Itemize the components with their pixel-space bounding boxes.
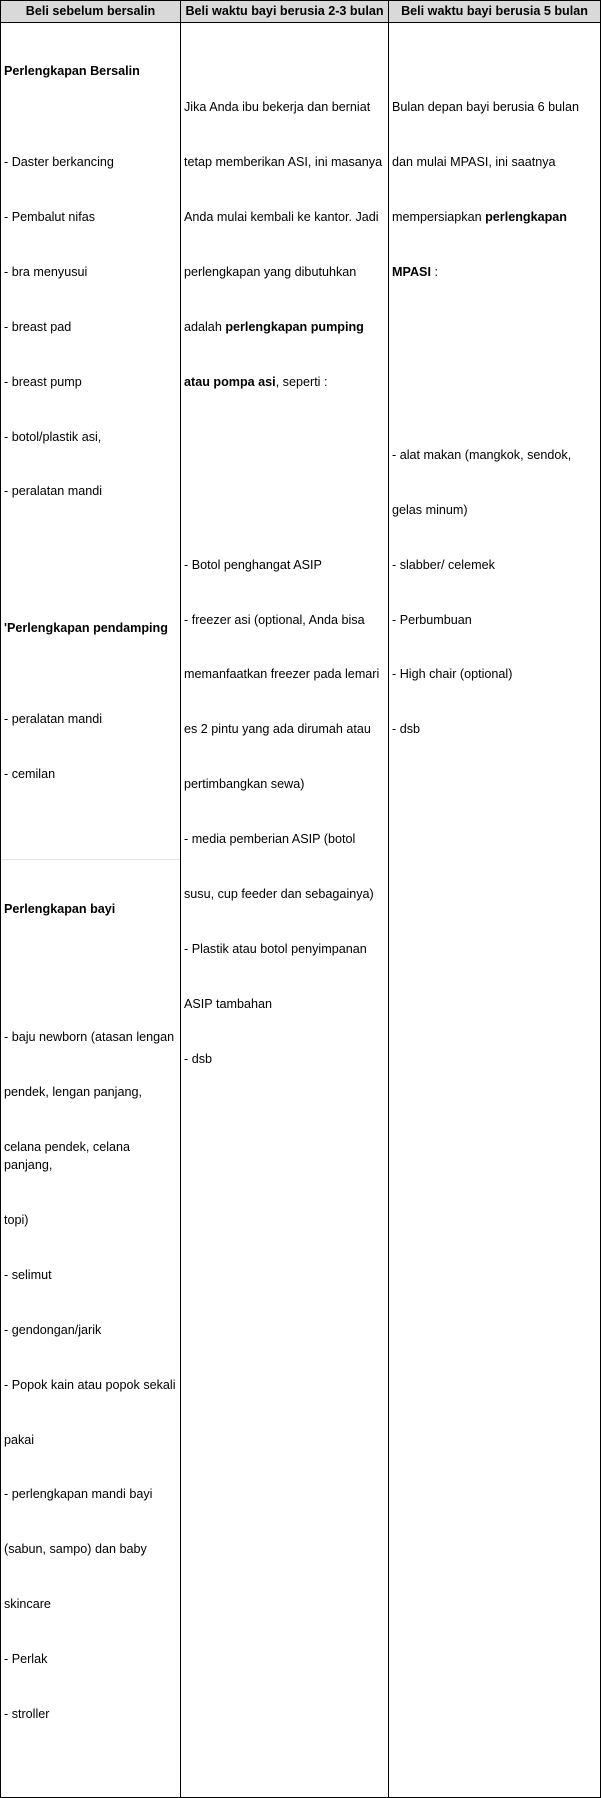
pumping-supplies-list	[184, 519, 385, 1105]
list-line: (sabun, sampo) dan baby	[4, 1542, 147, 1557]
list-item: - peralatan mandi	[4, 484, 103, 499]
intro-line: tetap memberikan ASI, ini masanya	[184, 155, 383, 170]
list-item: - peralatan mandi	[4, 711, 103, 726]
cell-5-months[interactable]	[389, 23, 601, 1798]
list-line: - alat makan (mangkok, sendok,	[392, 447, 572, 462]
list-line: - perlengkapan mandi bayi	[4, 1487, 153, 1502]
list-line: topi)	[4, 1213, 29, 1227]
list-line: - dsb	[392, 722, 420, 737]
list-line: celana pendek, celana panjang,	[4, 1139, 134, 1173]
list-item: - cemilan	[4, 766, 56, 781]
section-title-baby-supplies: Perlengkapan bayi	[4, 901, 116, 916]
list-item: - breast pump	[4, 374, 82, 389]
intro-line	[392, 208, 597, 226]
mpasi-supplies-list	[392, 409, 597, 775]
list-line: ASIP tambahan	[184, 996, 272, 1011]
list-line: pertimbangkan sewa)	[184, 777, 305, 792]
list-line: - Popok kain atau popok sekali	[4, 1377, 176, 1392]
list-line: pakai	[4, 1432, 35, 1447]
section-title-birth-supplies: Perlengkapan Bersalin	[4, 63, 140, 78]
list-line: - baju newborn (atasan lengan	[4, 1030, 175, 1045]
list-item: - Pembalut nifas	[4, 209, 95, 224]
intro-text: mempersiapkan	[392, 209, 486, 224]
list-item: - breast pad	[4, 319, 72, 334]
section-divider	[1, 859, 180, 954]
intro-line: Jika Anda ibu bekerja dan berniat	[184, 100, 371, 115]
list-line: - Botol penghangat ASIP	[184, 557, 322, 572]
intro-line	[184, 318, 385, 336]
list-item: - botol/plastik asi,	[4, 429, 102, 444]
list-line: - gendongan/jarik	[4, 1322, 102, 1337]
header-before-birth[interactable]: Beli sebelum bersalin	[1, 1, 181, 23]
intro-line: Bulan depan bayi berusia 6 bulan	[392, 100, 579, 115]
section-title-companion-supplies: 'Perlengkapan pendamping	[4, 620, 168, 635]
list-line: - Perlak	[4, 1652, 48, 1667]
highlight-pumping: perlengkapan pumping	[225, 319, 364, 334]
intro-text: :	[430, 264, 438, 279]
list-line: - Perbumbuan	[392, 612, 472, 627]
highlight-mpasi: MPASI	[392, 264, 431, 279]
intro-line	[184, 373, 385, 391]
list-line: - media pemberian ASIP (botol	[184, 832, 356, 847]
header-2-3-months[interactable]: Beli waktu bayi berusia 2-3 bulan	[181, 1, 389, 23]
companion-supplies-list	[4, 673, 177, 819]
list-line: susu, cup feeder dan sebagainya)	[184, 886, 374, 901]
list-line: - selimut	[4, 1267, 52, 1282]
cell-before-birth[interactable]	[1, 23, 181, 1798]
list-line: memanfaatkan freezer pada lemari	[184, 667, 380, 682]
intro-text: , seperti :	[275, 374, 328, 389]
content-row	[1, 23, 601, 1798]
list-line: - High chair (optional)	[392, 667, 513, 682]
intro-line: dan mulai MPASI, ini saatnya	[392, 155, 556, 170]
list-line: - dsb	[184, 1051, 212, 1066]
list-line: gelas minum)	[392, 502, 468, 517]
header-row	[1, 1, 601, 23]
list-line: - freezer asi (optional, Anda bisa	[184, 612, 365, 627]
list-line: - Plastik atau botol penyimpanan	[184, 941, 367, 956]
intro-line: perlengkapan yang dibutuhkan	[184, 264, 357, 279]
highlight-perlengkapan: perlengkapan	[485, 209, 567, 224]
intro-line: Anda mulai kembali ke kantor. Jadi	[184, 209, 379, 224]
birth-supplies-list	[4, 116, 177, 537]
list-line: - slabber/ celemek	[392, 557, 495, 572]
intro-paragraph	[184, 62, 385, 428]
intro-line	[392, 263, 597, 281]
list-item: - Daster berkancing	[4, 155, 114, 170]
list-item: - bra menyusui	[4, 264, 88, 279]
baby-supplies-list	[4, 991, 177, 1759]
intro-paragraph	[392, 62, 597, 318]
list-line: es 2 pintu yang ada dirumah atau	[184, 722, 371, 737]
highlight-breast-pump: atau pompa asi	[184, 374, 276, 389]
list-line: - stroller	[4, 1707, 50, 1722]
list-line: pendek, lengan panjang,	[4, 1084, 142, 1099]
list-line: skincare	[4, 1597, 51, 1612]
cell-2-3-months[interactable]	[181, 23, 389, 1798]
intro-text: adalah	[184, 319, 226, 334]
header-5-months[interactable]: Beli waktu bayi berusia 5 bulan	[389, 1, 601, 23]
